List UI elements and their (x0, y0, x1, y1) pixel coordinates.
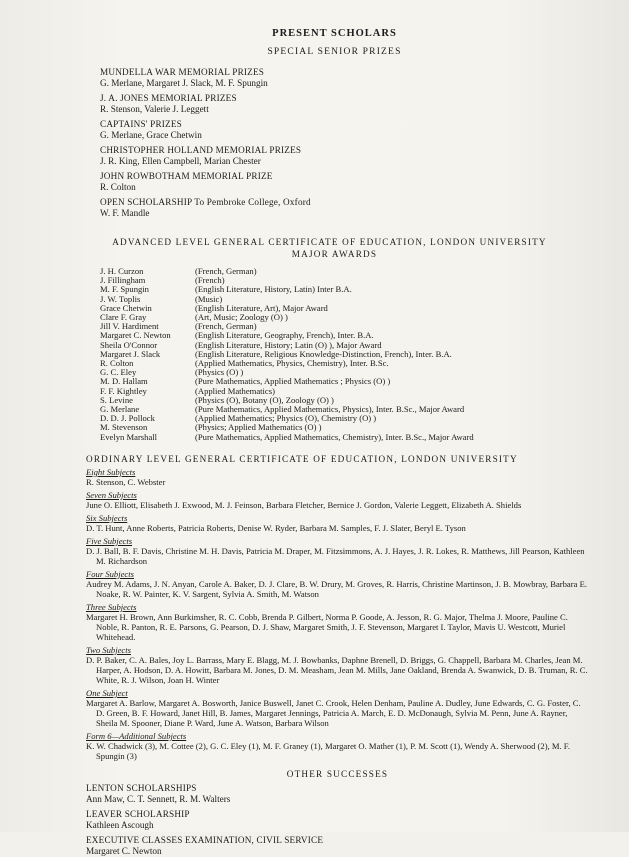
award-student-name: J. Fillingham (100, 275, 146, 286)
prize-entry (100, 145, 589, 167)
award-row (100, 285, 589, 294)
other-successes-list (86, 783, 589, 857)
award-student-name: F. F. Kightley (100, 385, 147, 396)
award-row (100, 304, 589, 313)
award-student-name: S. Levine (100, 394, 133, 405)
award-subjects: (Music) (195, 293, 223, 304)
other-name: EXECUTIVE CLASSES EXAMINATION, CIVIL SERVICE (86, 834, 324, 845)
award-subjects: (Applied Mathematics) (195, 385, 275, 396)
student-names: D. P. Baker, C. A. Bales, Joy L. Barrass, Mary E. Blagg, M. J. Bowbanks, Daphne Brenell, D. Briggs, G. Chappell, Barbara M. Charles, Jean M. Harper, A. Hodson, D. A. Howitt, Barbara M. Jones, D. M. Measham, Jean M. Mills, Jane Oakland, Brenda A. Swanwick, D. B. Truman, R. C. White, R. J. Wilson, Joan H. Winter (86, 654, 588, 685)
subject-count-label: Seven Subjects (86, 489, 137, 500)
subject-count-label: Four Subjects (86, 568, 134, 579)
other-name: LEAVER SCHOLARSHIP (86, 808, 190, 819)
award-subjects: (Physics (O) ) (195, 367, 244, 378)
award-subjects: (English Literature, History; Latin (O) ), Major Award (195, 339, 382, 350)
subject-count-label: Eight Subjects (86, 466, 136, 477)
prize-entry (100, 67, 589, 89)
other-entry (86, 783, 589, 805)
award-student-name: M. Stevenson (100, 422, 148, 433)
prize-name: CHRISTOPHER HOLLAND MEMORIAL PRIZES (100, 145, 302, 155)
ordinary-level-list (86, 467, 589, 761)
other-successes-heading: OTHER SUCCESSES (286, 768, 389, 779)
award-student-name: Clare F. Gray (100, 312, 147, 323)
award-subjects: (Physics (O), Botany (O), Zoology (O) ) (195, 394, 334, 405)
award-student-name: J. H. Curzon (100, 266, 144, 276)
advanced-level-heading: ADVANCED LEVEL GENERAL CERTIFICATE OF EDUCATION, LONDON UNIVERSITY (112, 237, 547, 247)
prize-entry (100, 93, 589, 115)
award-row (100, 387, 589, 396)
award-row (100, 295, 589, 304)
ordinary-level-heading: ORDINARY LEVEL GENERAL CERTIFICATE OF EDUCATION, LONDON UNIVERSITY (86, 453, 518, 464)
subject-count-label: Three Subjects (86, 601, 137, 612)
award-student-name: J. W. Toplis (100, 293, 141, 304)
award-row (100, 377, 589, 386)
other-winners: Margaret C. Newton (86, 845, 162, 856)
award-subjects: (English Literature, History, Latin) Inter B.A. (195, 284, 352, 295)
student-names: D. T. Hunt, Anne Roberts, Patricia Roberts, Denise W. Ryder, Barbara M. Samples, F. J. Slater, Beryl E. Tyson (86, 522, 466, 533)
student-names: K. W. Chadwick (3), M. Cottee (2), G. C. Eley (1), M. F. Graney (1), Margaret O. Mather (1), P. M. Scott (1), Wendy A. Sherwood (2), M. F. Spungin (3) (86, 740, 571, 761)
page-title: PRESENT SCHOLARS (272, 28, 397, 39)
award-student-name: R. Colton (100, 358, 134, 369)
subject-count-label: Six Subjects (86, 512, 128, 523)
other-name: LENTON SCHOLARSHIPS (86, 782, 197, 793)
student-names: Audrey M. Adams, J. N. Anyan, Carole A. Baker, D. J. Clare, B. W. Drury, M. Groves, R. Harris, Christine Martinson, J. B. Mowbray, Barbara E. Noake, R. W. Painter, K. V. Sargent, Sylvia A. Smith, M. Watson (86, 578, 587, 599)
prize-name: MUNDELLA WAR MEMORIAL PRIZES (100, 67, 265, 77)
award-subjects: (French, German) (195, 321, 257, 332)
award-subjects: (Art, Music; Zoology (O) ) (195, 312, 288, 323)
award-row (100, 267, 589, 276)
award-subjects: (Pure Mathematics, Applied Mathematics, Physics), Inter. B.Sc., Major Award (195, 404, 465, 415)
special-prizes-heading: SPECIAL SENIOR PRIZES (267, 47, 402, 57)
other-entry (86, 835, 589, 857)
student-names: Margaret H. Brown, Ann Burkimsher, R. C. Cobb, Brenda P. Gilbert, Norma P. Goode, A. Jesson, R. G. Major, Thelma J. Moore, Pauline C. Noble, R. Panton, R. E. Parsons, G. Pearson, D. J. Shaw, Margaret Smith, J. F. Stevenson, Margaret I. Taylor, Mavis U. Westcott, Muriel Whitehead. (86, 611, 568, 642)
subject-count-label: One Subject (86, 687, 128, 698)
prize-entry (100, 119, 589, 141)
award-student-name: Grace Chetwin (100, 302, 152, 313)
subject-count-label: Form 6—Additional Subjects (86, 730, 187, 741)
award-row (100, 433, 589, 442)
award-subjects: (English Literature, Religious Knowledge-Distinction, French), Inter. B.A. (195, 348, 452, 359)
special-prizes-list (100, 67, 589, 219)
student-names: June O. Elliott, Elisabeth J. Exwood, M. J. Feinson, Barbara Fletcher, Bernice J. Gordon, Valerie Leggett, Elizabeth A. Shields (86, 499, 522, 510)
student-names: R. Stenson, C. Webster (86, 476, 166, 487)
award-student-name: G. Merlane (100, 404, 140, 415)
award-row (100, 414, 589, 423)
award-subjects: (Physics; Applied Mathematics (O) ) (195, 422, 322, 433)
award-subjects: (French, German) (195, 266, 257, 276)
ordinary-level-section (86, 454, 589, 857)
prize-name: CAPTAINS' PRIZES (100, 119, 182, 129)
award-subjects: (English Literature, Art), Major Award (195, 302, 328, 313)
other-entry (86, 809, 589, 831)
other-winners: Ann Maw, C. T. Sennett, R. M. Walters (86, 793, 231, 804)
student-names: Margaret A. Barlow, Margaret A. Bosworth, Janice Buswell, Janet C. Crook, Helen Denham, Pauline A. Dudley, June Edwards, C. G. Foster, C. D. Green, B. F. Howard, Janet Hill, B. James, Margaret Jennings, Patricia A. March, E. D. McDonaugh, Sylvia M. Penn, June A. Rayner, Sheila M. Spooner, Diane P. Ward, June A. Watson, Barbara Wilson (86, 697, 581, 728)
award-subjects: (Applied Mathematics, Physics, Chemistry), Inter. B.Sc. (195, 358, 389, 369)
award-student-name: Sheila O'Connor (100, 339, 158, 350)
major-awards-heading: MAJOR AWARDS (291, 249, 378, 259)
prize-entry (100, 197, 589, 219)
award-subjects: (English Literature, Geography, French), Inter. B.A. (195, 330, 374, 341)
prize-winners: R. Stenson, Valerie J. Leggett (100, 104, 209, 114)
prize-winners: G. Merlane, Grace Chetwin (100, 130, 202, 140)
award-student-name: Jill V. Hardiment (100, 321, 159, 332)
award-subjects: (Pure Mathematics, Applied Mathematics, Chemistry), Inter. B.Sc., Major Award (195, 431, 474, 442)
prize-name: OPEN SCHOLARSHIP To Pembroke College, Oxford (100, 197, 311, 207)
prize-name: JOHN ROWBOTHAM MEMORIAL PRIZE (100, 171, 273, 181)
other-winners: Kathleen Ascough (86, 819, 154, 830)
prize-entry (100, 171, 589, 193)
prize-winners: G. Merlane, Margaret J. Slack, M. F. Spungin (100, 78, 268, 88)
award-subjects: (Pure Mathematics, Applied Mathematics ; Physics (O) ) (195, 376, 391, 387)
award-student-name: M. D. Hallam (100, 376, 148, 387)
prize-name: J. A. JONES MEMORIAL PRIZES (100, 93, 237, 103)
award-subjects: (French) (195, 275, 225, 286)
awards-table (100, 267, 589, 442)
student-names: D. J. Ball, B. F. Davis, Christine M. H. Davis, Patricia M. Draper, M. Fitzsimmons, A. J. Hayes, J. R. Lokes, R. Matthews, Jill Pearson, Kathleen M. Richardson (86, 545, 585, 566)
prize-winners: R. Colton (100, 182, 136, 192)
subject-count-label: Five Subjects (86, 535, 133, 546)
prize-winners: W. F. Mandle (100, 208, 150, 218)
award-student-name: Evelyn Marshall (100, 431, 158, 442)
award-row (100, 359, 589, 368)
subject-count-label: Two Subjects (86, 644, 131, 655)
award-student-name: Margaret J. Slack (100, 348, 161, 359)
prize-winners: J. R. King, Ellen Campbell, Marian Chester (100, 156, 261, 166)
award-row (100, 313, 589, 322)
award-student-name: M. F. Spungin (100, 284, 149, 295)
award-subjects: (Applied Mathematics; Physics (O), Chemistry (O) ) (195, 413, 377, 424)
award-student-name: Margaret C. Newton (100, 330, 171, 341)
award-student-name: G. C. Eley (100, 367, 137, 378)
award-student-name: D. D. J. Pollock (100, 413, 155, 424)
